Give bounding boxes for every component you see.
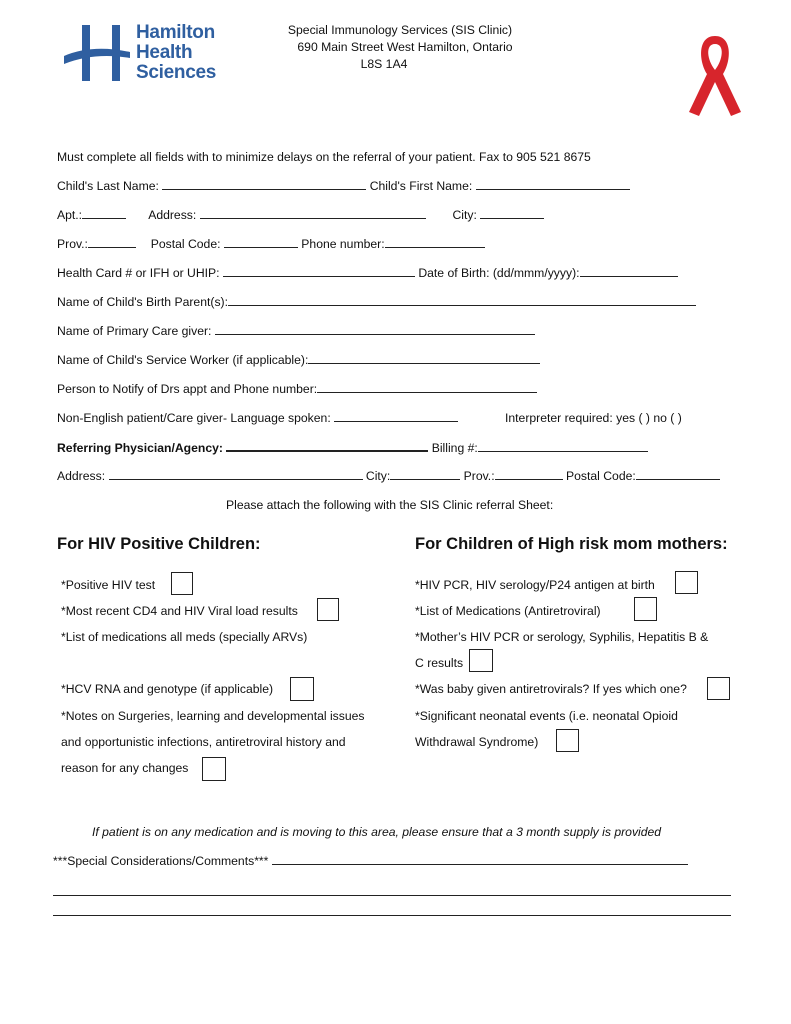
language-label: Non-English patient/Care giver- Language spoken: — [57, 411, 331, 425]
list-item: *Mother’s HIV PCR or serology, Syphilis, Hepatitis B & — [415, 630, 709, 644]
city-field[interactable] — [480, 207, 544, 219]
last-name-label: Child's Last Name: — [57, 179, 159, 193]
checkbox-antiretrovirals[interactable] — [707, 677, 730, 700]
city-label: City: — [452, 208, 477, 222]
health-card-field[interactable] — [223, 265, 415, 277]
clinic-postal: L8S 1A4 — [360, 57, 408, 71]
list-item: *Significant neonatal events (i.e. neonatal Opioid — [415, 709, 678, 723]
primary-care-row — [57, 323, 535, 339]
health-card-row — [57, 265, 678, 281]
checkbox-mother-results[interactable] — [469, 649, 493, 672]
hhs-logo — [62, 22, 232, 84]
last-name-row — [57, 178, 630, 194]
ref-address-field[interactable] — [109, 468, 363, 480]
comments-label: ***Special Considerations/Comments*** — [53, 854, 269, 868]
notify-row — [57, 381, 537, 397]
checkbox-hcv-rna[interactable] — [290, 677, 314, 701]
referring-row — [57, 439, 648, 456]
ref-prov-label: Prov.: — [463, 469, 495, 483]
billing-field[interactable] — [478, 440, 648, 452]
list-item: *List of Medications (Antiretroviral) — [415, 604, 601, 618]
health-card-label: Health Card # or IFH or UHIP: — [57, 266, 220, 280]
comments-line-3[interactable] — [53, 915, 731, 916]
service-worker-row — [57, 352, 540, 368]
address-field[interactable] — [200, 207, 426, 219]
list-item: *Notes on Surgeries, learning and developmental issues — [61, 709, 365, 723]
prov-field[interactable] — [88, 236, 136, 248]
ref-postal-label: Postal Code: — [565, 469, 636, 483]
apt-label: Apt.: — [57, 208, 83, 222]
first-name-label: Child's First Name: — [369, 179, 473, 193]
logo-line-3: Sciences — [136, 62, 216, 83]
supply-note: If patient is on any medication and is moving to this area, please ensure that a 3 month supply is provided — [92, 825, 662, 839]
ref-postal-field[interactable] — [636, 468, 720, 480]
list-item: C results — [415, 656, 464, 670]
ref-city-label: City: — [365, 469, 391, 483]
language-row — [57, 410, 458, 426]
right-section-title: For Children of High risk mom mothers: — [415, 535, 728, 553]
list-item: *List of medications all meds (specially ARVs) — [61, 630, 308, 644]
last-name-field[interactable] — [162, 178, 366, 190]
intro-text: Must complete all fields with to minimize delays on the referral of your patient. Fax to 905 521 8675 — [57, 150, 591, 164]
postal-label: Postal Code: — [150, 237, 221, 251]
prov-row — [57, 236, 485, 252]
apt-field[interactable] — [82, 207, 126, 219]
checkbox-neonatal-events[interactable] — [556, 729, 579, 752]
list-item: *HCV RNA and genotype (if applicable) — [61, 682, 274, 696]
list-item: and opportunistic infections, antiretroviral history and — [61, 735, 346, 749]
list-item: *Most recent CD4 and HIV Viral load results — [61, 604, 298, 618]
hhs-logo-mark-icon — [62, 22, 132, 84]
postal-field[interactable] — [224, 236, 298, 248]
logo-line-1: Hamilton — [136, 22, 215, 43]
address-label: Address: — [148, 208, 197, 222]
dob-label: Date of Birth: (dd/mmm/yyyy): — [418, 266, 580, 280]
ref-prov-field[interactable] — [495, 468, 563, 480]
list-item: reason for any changes — [61, 761, 189, 775]
checkbox-positive-hiv[interactable] — [171, 572, 193, 595]
list-item: *Was baby given antiretrovirals? If yes which one? — [415, 682, 687, 696]
prov-label: Prov.: — [57, 237, 88, 251]
birth-parent-label: Name of Child's Birth Parent(s): — [57, 295, 228, 309]
list-item: Withdrawal Syndrome) — [415, 735, 539, 749]
clinic-name: Special Immunology Services (SIS Clinic) — [287, 23, 513, 37]
comments-row — [53, 853, 688, 869]
phone-label: Phone number: — [301, 237, 385, 251]
list-item: *HIV PCR, HIV serology/P24 antigen at birth — [415, 578, 655, 592]
language-field[interactable] — [334, 410, 458, 422]
dob-field[interactable] — [580, 265, 678, 277]
ref-city-field[interactable] — [390, 468, 460, 480]
checkbox-cd4-viral-load[interactable] — [317, 598, 339, 621]
list-item: *Positive HIV test — [61, 578, 156, 592]
primary-care-field[interactable] — [215, 323, 535, 335]
referring-label: Referring Physician/Agency: — [57, 441, 223, 455]
notify-field[interactable] — [317, 381, 537, 393]
red-ribbon-icon — [685, 32, 745, 118]
birth-parent-row — [57, 294, 696, 310]
referring-field[interactable] — [226, 439, 428, 452]
service-worker-field[interactable] — [308, 352, 540, 364]
billing-label: Billing #: — [431, 441, 478, 455]
checkbox-hiv-pcr-birth[interactable] — [675, 571, 698, 594]
ref-address-label: Address: — [57, 469, 106, 483]
service-worker-label: Name of Child's Service Worker (if applicable): — [57, 353, 309, 367]
address-row — [57, 207, 544, 223]
comments-line-2[interactable] — [53, 895, 731, 896]
clinic-address: 690 Main Street West Hamilton, Ontario — [297, 40, 513, 54]
interpreter-text[interactable]: Interpreter required: yes ( ) no ( ) — [505, 411, 682, 425]
attach-note: Please attach the following with the SIS Clinic referral Sheet: — [226, 498, 554, 512]
notify-label: Person to Notify of Drs appt and Phone number: — [57, 382, 318, 396]
logo-line-2: Health — [136, 42, 193, 63]
checkbox-surgery-notes[interactable] — [202, 757, 226, 781]
birth-parent-field[interactable] — [228, 294, 696, 306]
phone-field[interactable] — [385, 236, 485, 248]
primary-care-label: Name of Primary Care giver: — [57, 324, 212, 338]
checkbox-medications[interactable] — [634, 597, 657, 621]
first-name-field[interactable] — [476, 178, 630, 190]
comments-field[interactable] — [272, 853, 688, 865]
referring-address-row — [57, 468, 720, 484]
left-section-title: For HIV Positive Children: — [57, 535, 261, 553]
